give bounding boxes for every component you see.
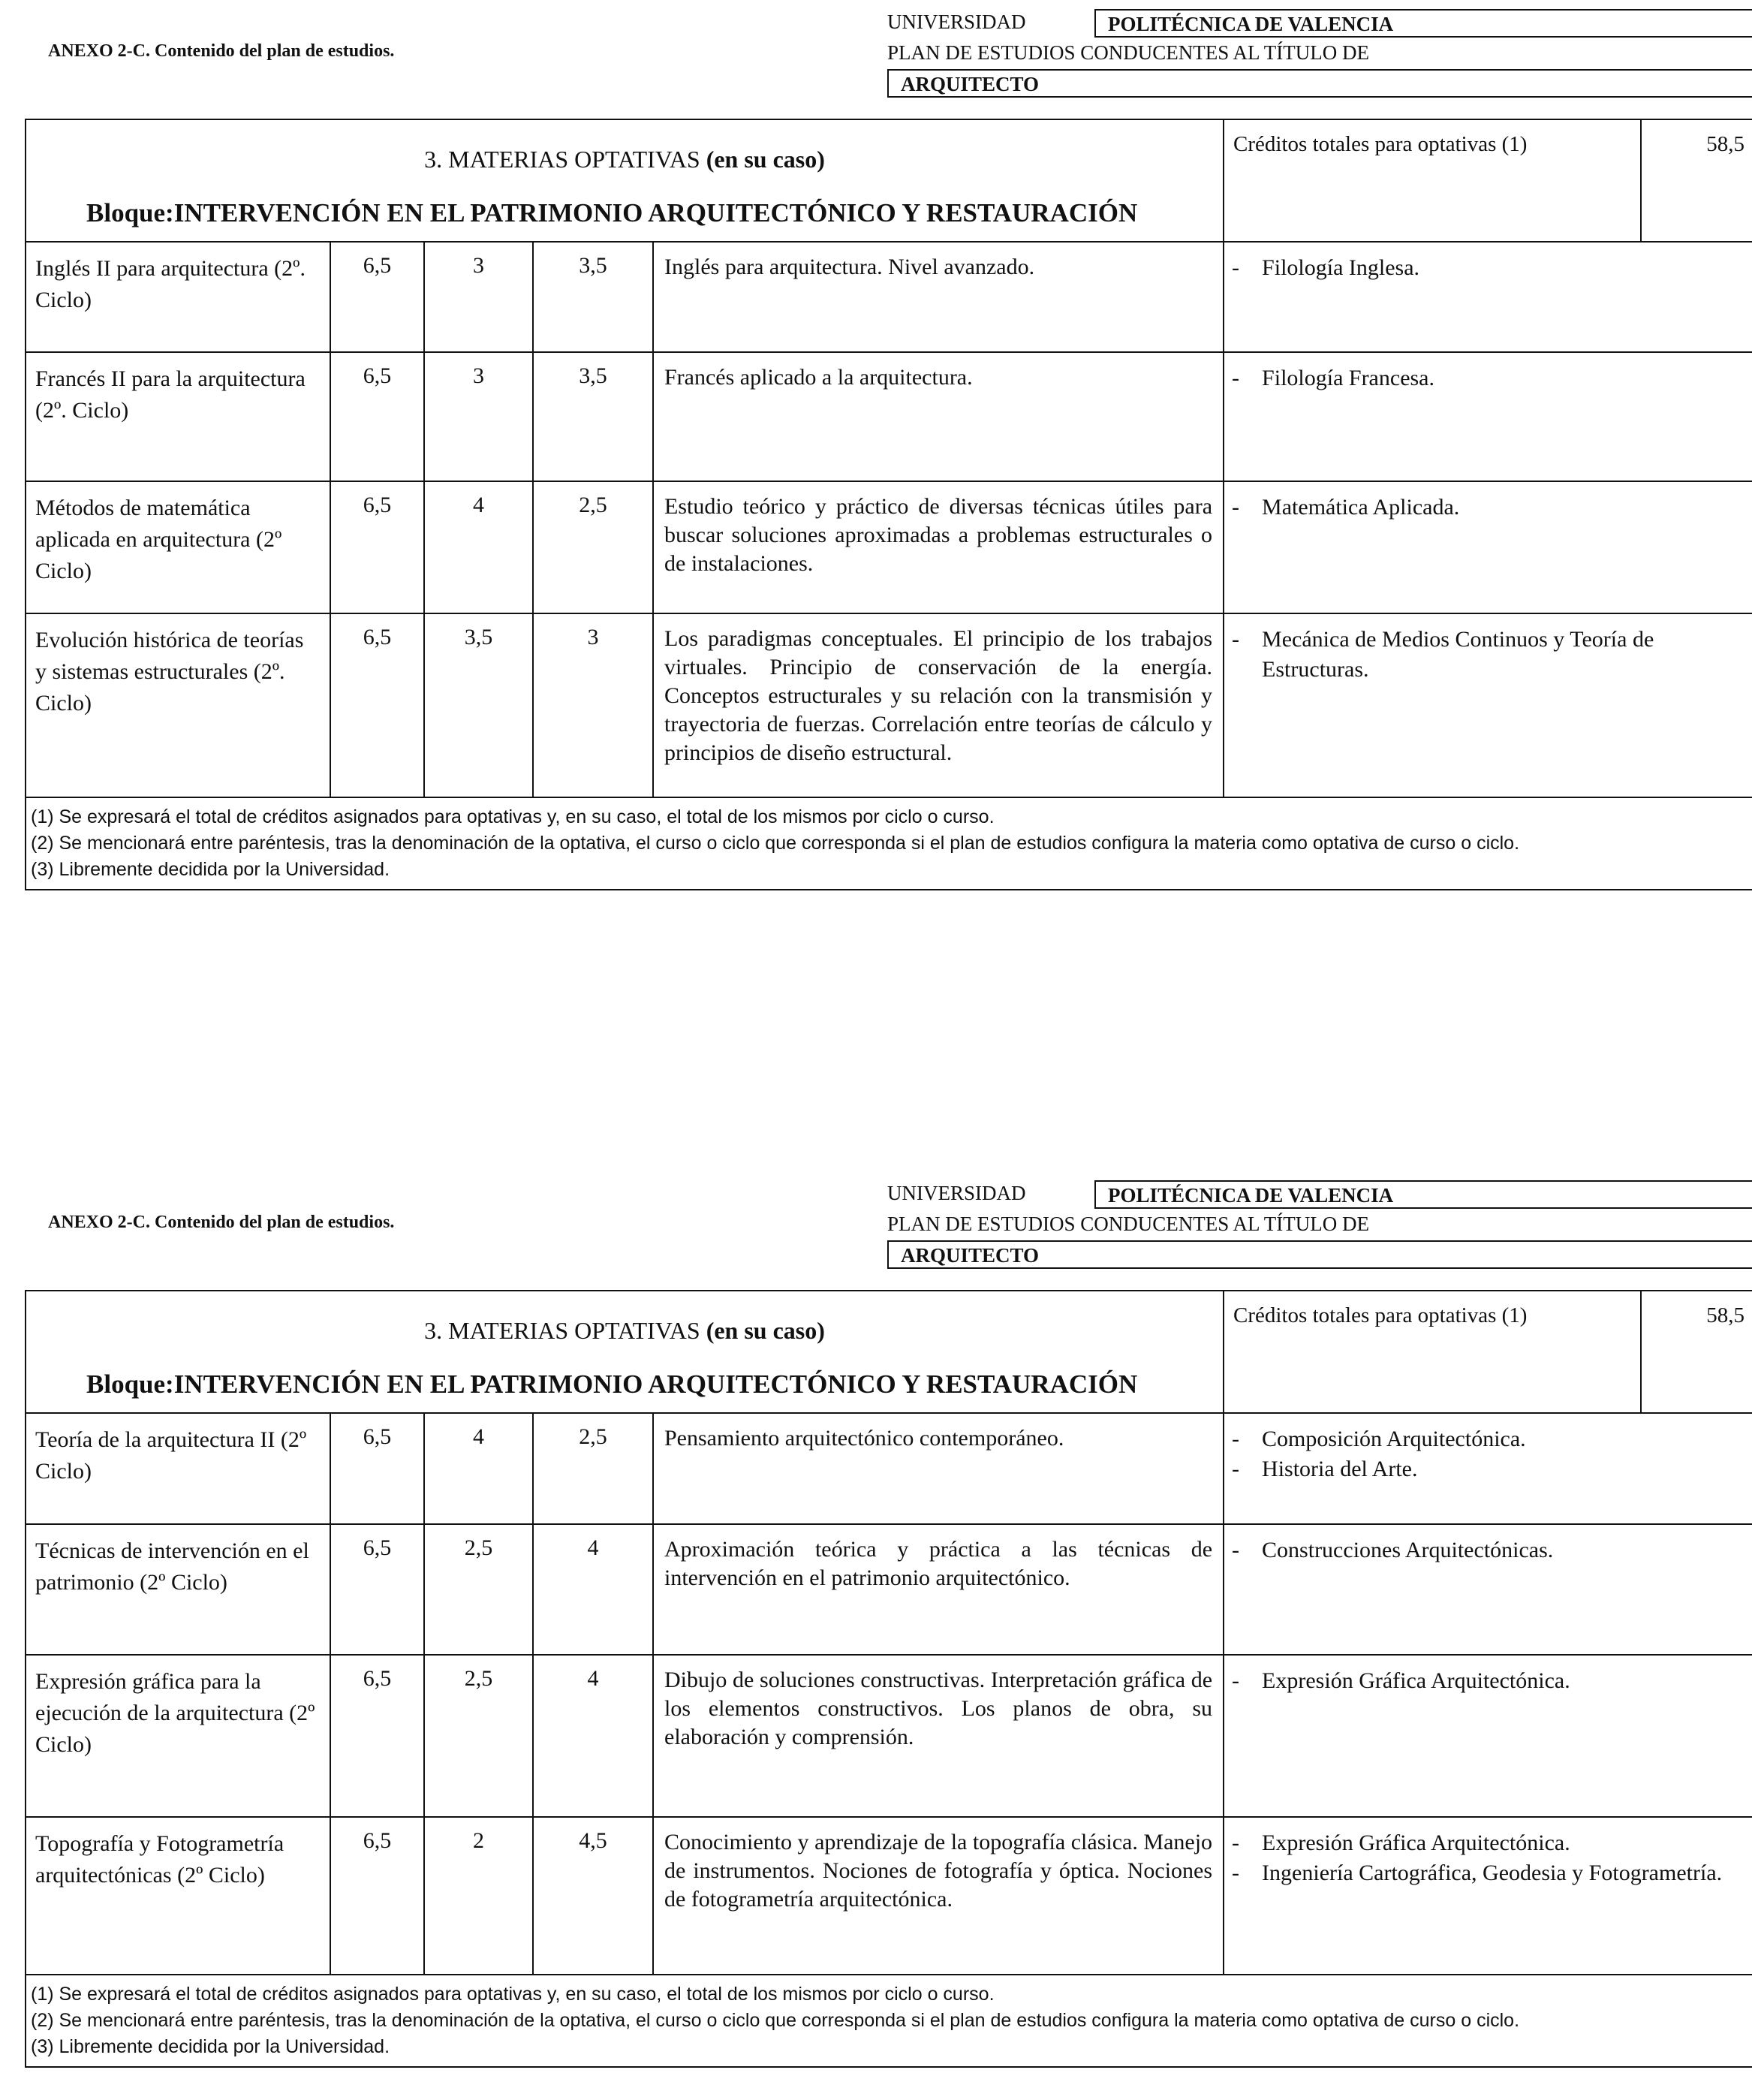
subject-name: Técnicas de intervención en el patrimonio (2º Ciclo) bbox=[26, 1524, 330, 1655]
credits-theory: 3,5 bbox=[424, 613, 533, 797]
credits-practice: 2,5 bbox=[533, 1413, 653, 1524]
credits-total: 6,5 bbox=[330, 1655, 424, 1817]
header-block bbox=[887, 9, 1752, 99]
knowledge-areas bbox=[1224, 1413, 1752, 1524]
title-cell bbox=[26, 119, 1224, 242]
credits-theory: 2,5 bbox=[424, 1524, 533, 1655]
notes-row bbox=[26, 1975, 1752, 2067]
subject-name: Métodos de matemática aplicada en arquitectura (2º Ciclo) bbox=[26, 481, 330, 613]
table-row bbox=[26, 1655, 1752, 1817]
knowledge-area: - Filología Francesa. bbox=[1232, 366, 1434, 390]
degree-name: ARQUITECTO bbox=[887, 1240, 1752, 1269]
credits-total: 6,5 bbox=[330, 481, 424, 613]
subjects-table bbox=[25, 119, 1752, 890]
subject-name: Evolución histórica de teorías y sistemas estructurales (2º. Ciclo) bbox=[26, 613, 330, 797]
annex-title: ANEXO 2-C. Contenido del plan de estudios. bbox=[48, 1213, 395, 1232]
knowledge-areas bbox=[1224, 1817, 1752, 1975]
credits-total: 6,5 bbox=[330, 613, 424, 797]
credits-practice: 2,5 bbox=[533, 481, 653, 613]
footnote: (1) Se expresará el total de créditos asignados para optativas y, en su caso, el total de los mismos por ciclo o curso. bbox=[31, 806, 995, 827]
table-row bbox=[26, 1817, 1752, 1975]
credits-practice: 3 bbox=[533, 613, 653, 797]
university-name: POLITÉCNICA DE VALENCIA bbox=[1094, 9, 1752, 38]
credits-theory: 4 bbox=[424, 481, 533, 613]
credits-practice: 3,5 bbox=[533, 352, 653, 481]
footnote: (2) Se mencionará entre paréntesis, tras la denominación de la optativa, el curso o ciclo que corresponda si el plan de estudios configura la materia como optativa de curso o ciclo. bbox=[31, 833, 1520, 854]
subject-description: Estudio teórico y práctico de diversas técnicas útiles para buscar soluciones aproximadas a problemas estructurales o de instalaciones. bbox=[653, 481, 1224, 613]
credits-practice: 4,5 bbox=[533, 1817, 653, 1975]
subject-name: Topografía y Fotogrametría arquitectónicas (2º Ciclo) bbox=[26, 1817, 330, 1975]
footnote: (3) Libremente decidida por la Universidad. bbox=[31, 859, 390, 880]
table-row bbox=[26, 242, 1752, 352]
credits-label: Créditos totales para optativas (1) bbox=[1224, 119, 1641, 242]
subject-name: Inglés II para arquitectura (2º. Ciclo) bbox=[26, 242, 330, 352]
knowledge-areas bbox=[1224, 613, 1752, 797]
credits-value: 58,5 bbox=[1641, 119, 1752, 242]
table-header-row bbox=[26, 1291, 1752, 1413]
credits-theory: 2 bbox=[424, 1817, 533, 1975]
knowledge-area: - Expresión Gráfica Arquitectónica. bbox=[1232, 1830, 1570, 1855]
knowledge-area: - Matemática Aplicada. bbox=[1232, 495, 1460, 520]
block-title: Bloque:INTERVENCIÓN EN EL PATRIMONIO ARQUITECTÓNICO Y RESTAURACIÓN bbox=[86, 198, 1138, 227]
table-row bbox=[26, 1524, 1752, 1655]
knowledge-area: - Expresión Gráfica Arquitectónica. bbox=[1232, 1668, 1570, 1693]
credits-practice: 4 bbox=[533, 1524, 653, 1655]
subject-description: Inglés para arquitectura. Nivel avanzado. bbox=[653, 242, 1224, 352]
footnotes bbox=[26, 797, 1752, 890]
section-title: 3. MATERIAS OPTATIVAS (en su caso) bbox=[424, 146, 825, 173]
subject-name: Teoría de la arquitectura II (2º Ciclo) bbox=[26, 1413, 330, 1524]
knowledge-areas bbox=[1224, 1655, 1752, 1817]
subject-description: Dibujo de soluciones constructivas. Interpretación gráfica de los elementos constructivos. Los planos de obra, su elaboración y comprensión. bbox=[653, 1655, 1224, 1817]
subject-name: Francés II para la arquitectura (2º. Ciclo) bbox=[26, 352, 330, 481]
credits-total: 6,5 bbox=[330, 1524, 424, 1655]
table-row bbox=[26, 1413, 1752, 1524]
subject-description: Conocimiento y aprendizaje de la topografía clásica. Manejo de instrumentos. Nociones de fotografía y óptica. Nociones de fotogrametría arquitectónica. bbox=[653, 1817, 1224, 1975]
table-header-row bbox=[26, 119, 1752, 242]
header-block bbox=[887, 1180, 1752, 1270]
knowledge-areas bbox=[1224, 242, 1752, 352]
subject-description: Aproximación teórica y práctica a las técnicas de intervención en el patrimonio arquitectónico. bbox=[653, 1524, 1224, 1655]
knowledge-area: - Composición Arquitectónica. bbox=[1232, 1427, 1526, 1451]
knowledge-areas bbox=[1224, 1524, 1752, 1655]
subject-description: Los paradigmas conceptuales. El principio de los trabajos virtuales. Principio de conservación de la energía. Conceptos estructurales y su relación con la transmisión y trayectoria de fuerzas. Correlación entre teorías de cálculo y principios de diseño estructural. bbox=[653, 613, 1224, 797]
credits-value: 58,5 bbox=[1641, 1291, 1752, 1413]
table-row bbox=[26, 613, 1752, 797]
plan-label: PLAN DE ESTUDIOS CONDUCENTES AL TÍTULO DE bbox=[887, 1213, 1369, 1235]
knowledge-area: - Filología Inglesa. bbox=[1232, 255, 1420, 280]
footnote: (3) Libremente decidida por la Universidad. bbox=[31, 2036, 390, 2057]
block-title: Bloque:INTERVENCIÓN EN EL PATRIMONIO ARQUITECTÓNICO Y RESTAURACIÓN bbox=[86, 1369, 1138, 1399]
section-title: 3. MATERIAS OPTATIVAS (en su caso) bbox=[424, 1317, 825, 1344]
credits-practice: 4 bbox=[533, 1655, 653, 1817]
subjects-table bbox=[25, 1290, 1752, 2068]
footnotes bbox=[26, 1975, 1752, 2067]
credits-theory: 3 bbox=[424, 242, 533, 352]
knowledge-areas bbox=[1224, 352, 1752, 481]
knowledge-areas bbox=[1224, 481, 1752, 613]
footnote: (2) Se mencionará entre paréntesis, tras la denominación de la optativa, el curso o ciclo que corresponda si el plan de estudios configura la materia como optativa de curso o ciclo. bbox=[31, 2010, 1520, 2031]
knowledge-area: - Historia del Arte. bbox=[1232, 1457, 1418, 1481]
credits-practice: 3,5 bbox=[533, 242, 653, 352]
university-label: UNIVERSIDAD bbox=[887, 1182, 1026, 1204]
subject-description: Francés aplicado a la arquitectura. bbox=[653, 352, 1224, 481]
knowledge-area: - Ingeniería Cartográfica, Geodesia y Fotogrametría. bbox=[1232, 1860, 1723, 1885]
credits-theory: 3 bbox=[424, 352, 533, 481]
degree-name: ARQUITECTO bbox=[887, 69, 1752, 98]
annex-title: ANEXO 2-C. Contenido del plan de estudios. bbox=[48, 41, 395, 61]
footnote: (1) Se expresará el total de créditos asignados para optativas y, en su caso, el total de los mismos por ciclo o curso. bbox=[31, 1984, 995, 2005]
credits-theory: 4 bbox=[424, 1413, 533, 1524]
university-name: POLITÉCNICA DE VALENCIA bbox=[1094, 1180, 1752, 1209]
credits-total: 6,5 bbox=[330, 352, 424, 481]
knowledge-area: - Mecánica de Medios Continuos y Teoría de Estructuras. bbox=[1232, 627, 1654, 682]
table-row bbox=[26, 352, 1752, 481]
title-cell bbox=[26, 1291, 1224, 1413]
subject-name: Expresión gráfica para la ejecución de la arquitectura (2º Ciclo) bbox=[26, 1655, 330, 1817]
credits-total: 6,5 bbox=[330, 242, 424, 352]
credits-label: Créditos totales para optativas (1) bbox=[1224, 1291, 1641, 1413]
knowledge-area: - Construcciones Arquitectónicas. bbox=[1232, 1538, 1554, 1562]
subject-description: Pensamiento arquitectónico contemporáneo. bbox=[653, 1413, 1224, 1524]
credits-theory: 2,5 bbox=[424, 1655, 533, 1817]
credits-total: 6,5 bbox=[330, 1817, 424, 1975]
credits-total: 6,5 bbox=[330, 1413, 424, 1524]
university-label: UNIVERSIDAD bbox=[887, 11, 1026, 33]
plan-label: PLAN DE ESTUDIOS CONDUCENTES AL TÍTULO DE bbox=[887, 41, 1369, 64]
notes-row bbox=[26, 797, 1752, 890]
table-row bbox=[26, 481, 1752, 613]
